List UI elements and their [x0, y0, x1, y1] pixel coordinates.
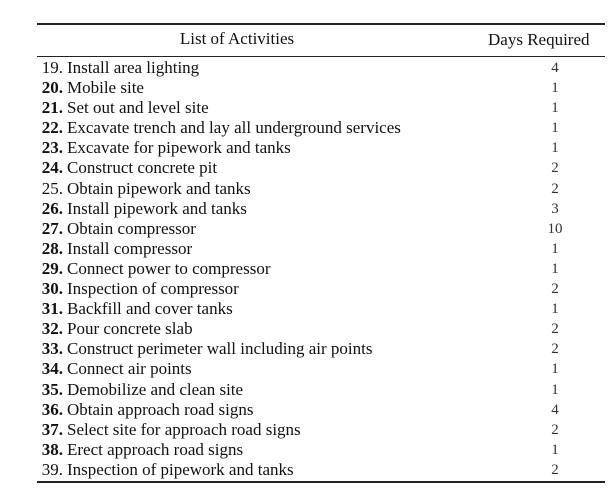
- days-required: 2: [551, 321, 559, 338]
- activity-description: Backfill and cover tanks: [67, 299, 233, 319]
- days-required: 1: [551, 381, 559, 398]
- activity-number: 29.: [41, 258, 63, 278]
- activity-description: Install pipework and tanks: [67, 198, 247, 218]
- days-required: 2: [551, 341, 559, 358]
- activity-description: Pour concrete slab: [67, 319, 193, 339]
- days-required: 1: [551, 301, 559, 318]
- activity-description: Obtain approach road signs: [67, 399, 254, 419]
- table-row: [0, 58, 608, 78]
- table-header-rule: [37, 56, 605, 57]
- activity-number: 36.: [41, 399, 63, 419]
- activity-number: 26.: [41, 198, 63, 218]
- table-row: [0, 339, 608, 359]
- table-row: [0, 239, 608, 259]
- days-required: 1: [551, 140, 559, 157]
- activity-number: 34.: [41, 359, 63, 379]
- table-body: [0, 58, 608, 480]
- days-required: 1: [551, 100, 559, 117]
- activity-number: 25.: [41, 178, 63, 198]
- activity-description: Connect air points: [67, 359, 192, 379]
- activity-description: Construct concrete pit: [67, 158, 218, 178]
- table-top-rule: [37, 23, 605, 25]
- table-row: [0, 440, 608, 460]
- table-row: [0, 279, 608, 299]
- activity-number: 33.: [41, 339, 63, 359]
- activity-number: 20.: [41, 78, 63, 98]
- table-row: [0, 420, 608, 440]
- activity-description: Install area lighting: [67, 58, 200, 77]
- table-row: [0, 98, 608, 118]
- activity-number: 35.: [41, 379, 63, 399]
- days-required: 10: [547, 220, 563, 237]
- activity-description: Mobile site: [67, 78, 144, 98]
- table-row: [0, 199, 608, 219]
- days-required: 1: [551, 240, 559, 257]
- activity-description: Obtain pipework and tanks: [67, 178, 251, 198]
- activity-description: Set out and level site: [67, 98, 209, 118]
- table-row: [0, 380, 608, 400]
- column-header-activities: List of Activities: [179, 29, 295, 48]
- days-required: 3: [551, 200, 559, 217]
- activity-description: Excavate for pipework and tanks: [67, 138, 291, 158]
- days-required: 1: [551, 441, 559, 458]
- table-row: [0, 158, 608, 178]
- activity-number: 30.: [41, 279, 63, 299]
- activity-description: Demobilize and clean site: [67, 379, 244, 399]
- activity-description: Inspection of compressor: [67, 279, 239, 299]
- table-row: [0, 219, 608, 239]
- activity-number: 24.: [41, 158, 63, 178]
- activity-description: Erect approach road signs: [67, 439, 244, 459]
- column-header-days: Days Required: [488, 30, 590, 49]
- days-required: 4: [551, 60, 559, 76]
- activity-description: Obtain compressor: [67, 218, 196, 238]
- activity-number: 39.: [41, 459, 63, 479]
- activity-number: 27.: [41, 218, 63, 238]
- activity-number: 37.: [41, 419, 63, 439]
- activity-number: 21.: [41, 98, 63, 118]
- activity-number: 23.: [41, 138, 63, 158]
- activity-number: 19.: [41, 58, 63, 77]
- activity-number: 28.: [41, 238, 63, 258]
- table-row: [0, 299, 608, 319]
- activity-number: 31.: [41, 299, 63, 319]
- days-required: 2: [551, 180, 559, 197]
- table-row: [0, 319, 608, 339]
- days-required: 2: [551, 421, 559, 438]
- days-required: 4: [551, 401, 559, 418]
- activity-description: Inspection of pipework and tanks: [67, 459, 294, 479]
- activity-description: Select site for approach road signs: [67, 419, 301, 439]
- activity-description: Connect power to compressor: [67, 258, 271, 278]
- days-required: 1: [551, 361, 559, 378]
- activity-number: 22.: [41, 118, 63, 138]
- table-row: [0, 138, 608, 158]
- days-required: 1: [551, 120, 559, 137]
- days-required: 2: [551, 160, 559, 177]
- table-row: [0, 259, 608, 279]
- table-row: [0, 78, 608, 98]
- table-row: [0, 460, 608, 480]
- table-bottom-rule: [37, 481, 605, 483]
- days-required: 2: [551, 281, 559, 298]
- table-row: [0, 118, 608, 138]
- table-row: [0, 179, 608, 199]
- days-required: 2: [551, 461, 559, 478]
- activity-number: 32.: [41, 319, 63, 339]
- table-row: [0, 400, 608, 420]
- table-row: [0, 359, 608, 379]
- activity-description: Install compressor: [67, 238, 193, 258]
- days-required: 1: [551, 80, 559, 97]
- activity-number: 38.: [41, 439, 63, 459]
- activity-description: Excavate trench and lay all underground services: [67, 118, 401, 138]
- activity-description: Construct perimeter wall including air points: [67, 339, 373, 359]
- days-required: 1: [551, 260, 559, 277]
